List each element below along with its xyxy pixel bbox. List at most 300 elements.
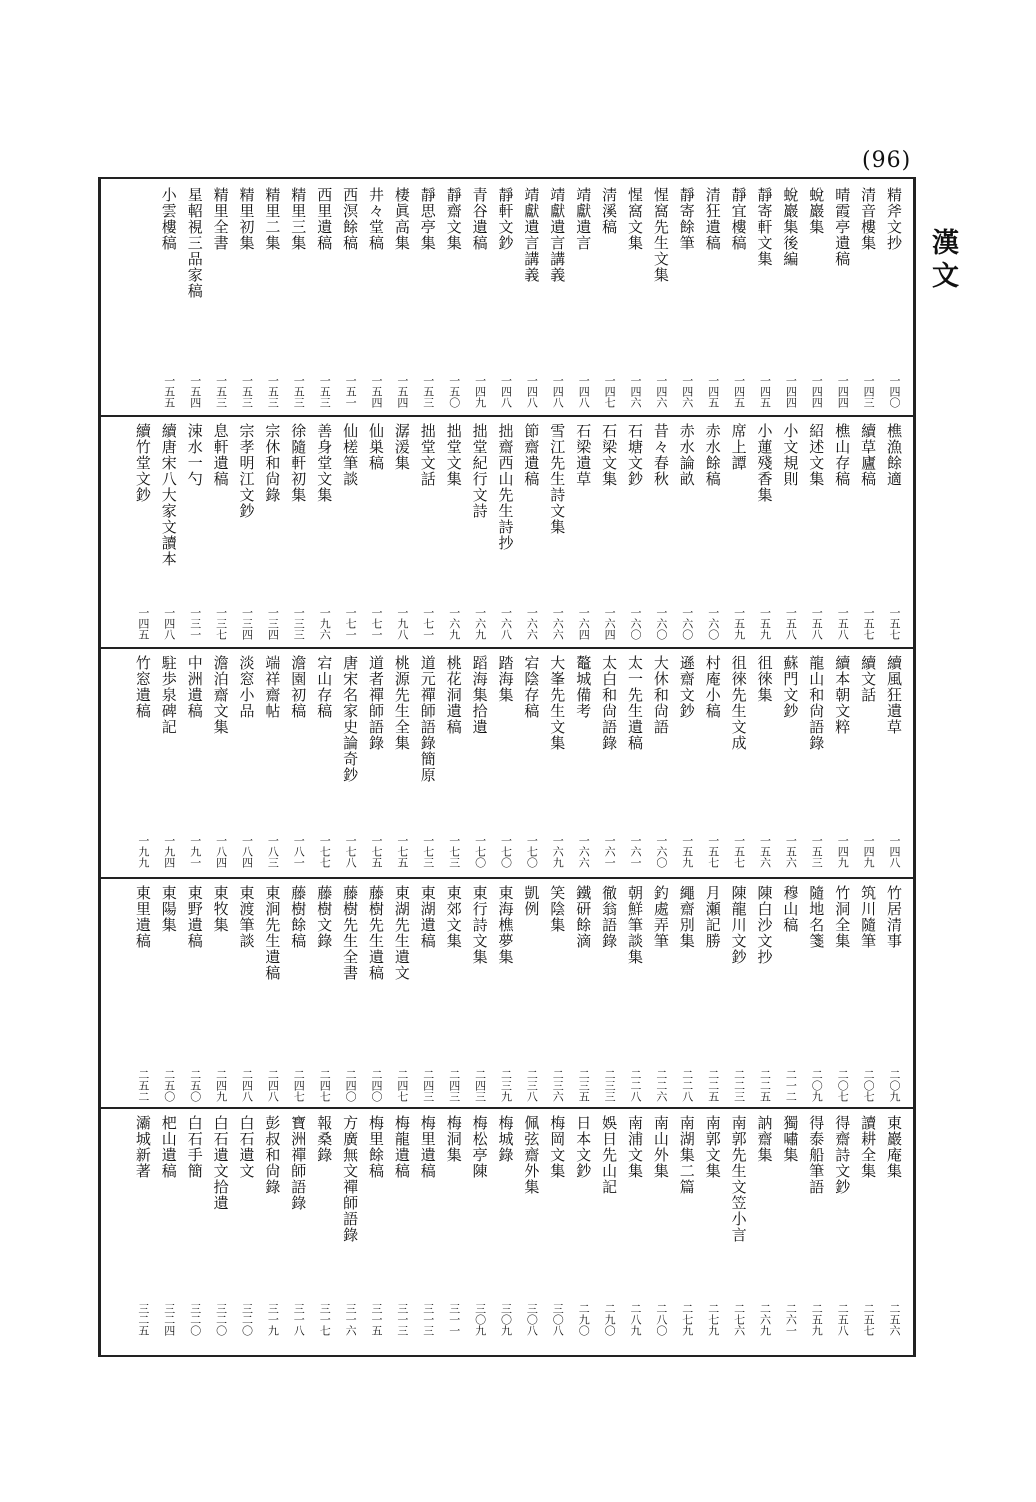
entry-title: 陳白沙文抄 [755, 885, 774, 965]
index-entry [726, 179, 752, 415]
entry-page-number: 一四〇 [888, 375, 901, 408]
entry-page-number: 一五六 [784, 835, 798, 868]
entry-page-number: 一五六 [758, 835, 772, 868]
entry-page-number: 一六九 [447, 607, 461, 640]
index-entry [518, 877, 544, 1107]
index-entry [441, 415, 467, 647]
index-entry [389, 647, 415, 877]
entry-page-number: 三一六 [344, 1303, 358, 1336]
entry-title: 駐歩泉碑記 [159, 655, 178, 735]
entry-page-number: 一三一 [188, 607, 202, 640]
index-entry [700, 415, 726, 647]
index-entry [596, 877, 622, 1107]
entry-title: 赤水論畝 [677, 423, 696, 487]
index-entry [881, 647, 907, 877]
entry-title: 蘇門文鈔 [781, 655, 800, 719]
entry-title: 徐隨軒初集 [289, 423, 308, 503]
entry-title: 雪江先生詩文集 [548, 423, 567, 535]
entry-page-number: 一三七 [214, 607, 228, 640]
entry-page-number: 一七八 [344, 835, 358, 868]
entry-page-number: 一六六 [525, 607, 539, 640]
index-entry [544, 647, 570, 877]
entry-title: 昔々春秋 [651, 423, 670, 487]
entry-title: 東巖庵集 [885, 1115, 903, 1179]
entry-page-number: 二二五 [706, 1069, 720, 1102]
entry-page-number: 一八四 [240, 835, 254, 868]
index-entry [700, 179, 726, 415]
entry-page-number: 一七一 [370, 607, 383, 640]
index-entry [415, 415, 441, 647]
index-entry [182, 415, 208, 647]
index-entry [259, 877, 285, 1107]
index-entry [544, 179, 570, 415]
entry-page-number: 二〇七 [862, 1069, 876, 1102]
entry-page-number: 一五三 [810, 835, 824, 868]
entry-page-number: 一五三 [318, 375, 332, 408]
index-entry [777, 647, 803, 877]
entry-title: 竹洞全集 [833, 885, 852, 949]
entry-title: 宗休和尙錄 [263, 423, 282, 503]
entry-page-number: 二七九 [680, 1303, 694, 1336]
entry-page-number: 一四五 [732, 375, 746, 408]
entry-title: 月瀬記勝 [703, 885, 722, 949]
entry-title: 宕陰存稿 [522, 655, 541, 719]
entry-page-number: 一七〇 [473, 835, 487, 868]
entry-page-number: 一八三 [266, 835, 280, 868]
entry-page-number: 一五八 [810, 607, 824, 640]
entry-title: 桃源先生全集 [392, 655, 411, 751]
index-entry [130, 877, 156, 1107]
entry-title: 白石手簡 [185, 1115, 204, 1179]
index-entry [208, 877, 234, 1107]
index-entry [855, 179, 881, 415]
entry-title: 東湖遺稿 [418, 885, 437, 949]
entry-page-number: 二四〇 [370, 1069, 383, 1102]
index-entry [777, 1107, 803, 1355]
entry-title: 遜齋文鈔 [677, 655, 696, 719]
entry-page-number: 一五五 [162, 375, 176, 408]
entry-page-number: 三〇九 [499, 1303, 513, 1336]
entry-page-number: 三一五 [370, 1303, 383, 1336]
index-entry [674, 647, 700, 877]
index-entry [415, 179, 441, 415]
entry-page-number: 一四四 [810, 375, 824, 408]
entry-page-number: 一三三 [292, 607, 306, 640]
entry-page-number: 一四六 [680, 375, 694, 408]
entry-page-number: 一四四 [836, 375, 850, 408]
entry-title: 梅龍遺稿 [392, 1115, 411, 1179]
entry-page-number: 二五九 [810, 1303, 824, 1336]
index-entry [570, 647, 596, 877]
entry-title: 道者禪師語錄 [367, 655, 385, 751]
index-entry [156, 647, 182, 877]
entry-page-number: 一四八 [577, 375, 591, 408]
index-entry [726, 647, 752, 877]
entry-title: 澹園初稿 [289, 655, 308, 719]
index-entry [518, 415, 544, 647]
index-entry [544, 415, 570, 647]
index-entry [648, 415, 674, 647]
entry-title: 笑陰集 [548, 885, 567, 933]
index-entry [674, 179, 700, 415]
entry-title: 朝鮮筆談集 [626, 885, 644, 965]
entry-title: 道元禪師語錄簡原 [418, 655, 437, 783]
index-entry [596, 179, 622, 415]
entry-page-number: 一七〇 [525, 835, 539, 868]
entry-page-number: 一五三 [240, 375, 254, 408]
entry-page-number: 一四九 [862, 835, 876, 868]
index-entry [855, 647, 881, 877]
entry-title: 南郭先生文笠小言 [729, 1115, 748, 1243]
index-entry [829, 415, 855, 647]
entry-page-number: 二四八 [240, 1069, 254, 1102]
entry-title: 赤水餘稿 [703, 423, 722, 487]
entry-page-number: 一四八 [499, 375, 513, 408]
entry-title: 續文話 [859, 655, 878, 703]
index-entry [208, 179, 234, 415]
entry-page-number: 一九一 [188, 835, 202, 868]
index-entry [777, 415, 803, 647]
entry-title: 藤樹餘稿 [289, 885, 308, 949]
index-entry [156, 179, 182, 415]
entry-page-number: 一六〇 [680, 607, 694, 640]
entry-page-number: 三〇八 [525, 1303, 539, 1336]
index-entry [777, 179, 803, 415]
entry-page-number: 二八〇 [654, 1303, 668, 1336]
entry-page-number: 二五二 [136, 1069, 150, 1102]
entry-page-number: 一六四 [603, 607, 617, 640]
entry-page-number: 一三四 [240, 607, 254, 640]
entry-title: 仙巣稿 [367, 423, 385, 471]
entry-title: 筑川隨筆 [859, 885, 878, 949]
entry-title: 涑水一勺 [185, 423, 204, 487]
index-entry [829, 877, 855, 1107]
index-entry [441, 179, 467, 415]
index-entry [622, 179, 648, 415]
entry-page-number: 二五七 [862, 1303, 876, 1336]
entry-title: 釣處弄筆 [651, 885, 670, 949]
index-band [101, 647, 913, 877]
band-divider [101, 877, 913, 879]
index-entry [881, 179, 907, 415]
entry-title: 東陽集 [159, 885, 178, 933]
index-entry [259, 415, 285, 647]
index-entry [726, 877, 752, 1107]
entry-page-number: 一六一 [603, 835, 617, 868]
index-entry [182, 179, 208, 415]
entry-page-number: 一七七 [318, 835, 332, 868]
entry-page-number: 三一三 [421, 1303, 435, 1336]
index-entry [130, 647, 156, 877]
index-entry [337, 647, 363, 877]
entry-title: 鐵研餘滴 [574, 885, 593, 949]
entry-title: 西里遺稿 [315, 187, 334, 251]
index-entry [493, 1107, 519, 1355]
entry-page-number: 一七五 [395, 835, 409, 868]
entry-page-number: 二四三 [421, 1069, 435, 1102]
entry-page-number: 一五九 [758, 607, 772, 640]
index-entry [130, 1107, 156, 1355]
entry-page-number: 三一三 [395, 1303, 409, 1336]
index-entry [259, 647, 285, 877]
entry-title: 紹述文集 [807, 423, 826, 487]
index-band [101, 1107, 913, 1355]
entry-page-number: 三二〇 [240, 1303, 254, 1336]
index-entry [285, 877, 311, 1107]
index-entry [544, 877, 570, 1107]
band-divider [101, 415, 913, 417]
entry-title: 宗孝明江文鈔 [237, 423, 256, 519]
index-entry [752, 877, 778, 1107]
index-entry [234, 647, 260, 877]
entry-title: 佩弦齋外集 [522, 1115, 541, 1195]
entry-title: 續草廬稿 [859, 423, 878, 487]
entry-title: 青谷遺稿 [470, 187, 489, 251]
entry-title: 藤樹先生全書 [341, 885, 360, 981]
entry-page-number: 一八四 [214, 835, 228, 868]
entry-page-number: 二九〇 [577, 1303, 591, 1336]
index-entry [311, 647, 337, 877]
entry-title: 陳龍川文鈔 [729, 885, 748, 965]
entry-title: 隨地名箋 [807, 885, 826, 949]
entry-page-number: 一五九 [680, 835, 694, 868]
index-entry [441, 647, 467, 877]
entry-page-number: 二四七 [292, 1069, 306, 1102]
entry-page-number: 二七六 [732, 1303, 746, 1336]
entry-title: 精里二集 [263, 187, 282, 251]
entry-title: 精里三集 [289, 187, 308, 251]
entry-page-number: 三一八 [292, 1303, 306, 1336]
entry-title: 東涧先生遺稿 [263, 885, 282, 981]
index-entry [363, 647, 389, 877]
entry-title: 寶洲禪師語錄 [289, 1115, 308, 1211]
entry-title: 藤樹先生遺稿 [367, 885, 385, 981]
entry-title: 晴霞亭遺稿 [833, 187, 852, 267]
entry-page-number: 一四五 [136, 607, 150, 640]
entry-page-number: 二一二 [784, 1069, 798, 1102]
index-entry [726, 415, 752, 647]
entry-title: 小蓮殘香集 [755, 423, 774, 503]
index-entry [182, 1107, 208, 1355]
index-entry [803, 179, 829, 415]
entry-title: 東野遺稿 [185, 885, 204, 949]
entry-title: 宕山存稿 [315, 655, 334, 719]
entry-title: 蛻巖集 [807, 187, 826, 235]
entry-page-number: 一五三 [266, 375, 280, 408]
entry-page-number: 二五〇 [188, 1069, 202, 1102]
entry-title: 續本朝文粹 [833, 655, 852, 735]
entry-title: 中洲遺稿 [185, 655, 204, 719]
entry-title: 娛日先山記 [600, 1115, 619, 1195]
entry-page-number: 二五六 [888, 1303, 901, 1336]
entry-page-number: 二八九 [629, 1303, 642, 1336]
index-entry [596, 647, 622, 877]
entry-page-number: 一五七 [862, 607, 876, 640]
entry-title: 拙齋西山先生詩抄 [496, 423, 515, 551]
entry-title: 東行詩文集 [470, 885, 489, 965]
index-entry [363, 179, 389, 415]
entry-title: 石梁遺草 [574, 423, 593, 487]
entry-title: 東渡筆談 [237, 885, 256, 949]
entry-title: 席上譚 [729, 423, 748, 471]
entry-title: 踏海集 [496, 655, 515, 703]
entry-title: 鼇城備考 [574, 655, 593, 719]
entry-title: 澹泊齋文集 [211, 655, 230, 735]
entry-page-number: 一五八 [836, 607, 850, 640]
entry-page-number: 三二五 [136, 1303, 150, 1336]
index-entry [389, 415, 415, 647]
entry-title: 訥齋集 [755, 1115, 774, 1163]
index-entry [881, 415, 907, 647]
entry-page-number: 一四八 [551, 375, 565, 408]
index-entry [311, 415, 337, 647]
index-entry [544, 1107, 570, 1355]
entry-title: 潺湲集 [392, 423, 411, 471]
entry-title: 梅城錄 [496, 1115, 515, 1163]
index-entry [518, 1107, 544, 1355]
entry-page-number: 二三九 [499, 1069, 513, 1102]
entry-title: 梅里遺稿 [418, 1115, 437, 1179]
entry-page-number: 三〇八 [551, 1303, 565, 1336]
index-entry [855, 877, 881, 1107]
entry-page-number: 一七五 [370, 835, 383, 868]
index-entry [700, 1107, 726, 1355]
index-entry [415, 647, 441, 877]
entry-title: 蛻巖集後編 [781, 187, 800, 267]
entry-title: 續唐宋八大家文讀本 [159, 423, 178, 567]
index-entry [752, 415, 778, 647]
index-entry [855, 1107, 881, 1355]
entry-title: 靖獻遺言講義 [548, 187, 567, 283]
entry-title: 精里全書 [211, 187, 230, 251]
entry-page-number: 一六九 [551, 835, 565, 868]
entry-title: 太一先生遺稿 [626, 655, 644, 751]
entry-title: 梅松亭陳 [470, 1115, 489, 1179]
index-entry [622, 647, 648, 877]
entry-page-number: 一八一 [292, 835, 306, 868]
entry-page-number: 二四三 [447, 1069, 461, 1102]
entry-page-number: 一九六 [318, 607, 332, 640]
entry-page-number: 一五四 [395, 375, 409, 408]
index-entry [648, 647, 674, 877]
entry-page-number: 二四七 [395, 1069, 409, 1102]
entry-title: 東里遺稿 [133, 885, 152, 949]
entry-title: 徂徠先生文成 [729, 655, 748, 751]
entry-title: 杷山遺稿 [159, 1115, 178, 1179]
index-entry [337, 877, 363, 1107]
entry-page-number: 二三五 [577, 1069, 591, 1102]
index-entry [752, 179, 778, 415]
entry-page-number: 一四五 [758, 375, 772, 408]
entry-title: 灞城新著 [133, 1115, 152, 1179]
entry-page-number: 三一九 [266, 1303, 280, 1336]
entry-page-number: 二六九 [758, 1303, 772, 1336]
entry-title: 穆山稿 [781, 885, 800, 933]
entry-title: 靜寄軒文集 [755, 187, 774, 267]
entry-page-number: 一六九 [473, 607, 487, 640]
entry-title: 拙堂文話 [418, 423, 437, 487]
entry-title: 端祥齋帖 [263, 655, 282, 719]
entry-title: 續竹堂文鈔 [133, 423, 152, 503]
index-entry [234, 415, 260, 647]
entry-page-number: 二三八 [525, 1069, 539, 1102]
entry-page-number: 二二六 [654, 1069, 668, 1102]
entry-page-number: 一五七 [706, 835, 720, 868]
page-number: (96) [862, 148, 912, 173]
entry-page-number: 一五三 [421, 375, 435, 408]
index-entry [285, 179, 311, 415]
index-entry [803, 647, 829, 877]
entry-page-number: 二九〇 [603, 1303, 617, 1336]
index-entry [311, 1107, 337, 1355]
entry-page-number: 二三三 [603, 1069, 617, 1102]
index-entry [622, 1107, 648, 1355]
index-entry [803, 877, 829, 1107]
entry-title: 井々堂稿 [367, 187, 385, 251]
entry-title: 棲眞高集 [392, 187, 411, 251]
entry-title: 靜宜樓稿 [729, 187, 748, 251]
index-entry [363, 877, 389, 1107]
entry-title: 靜齋文集 [444, 187, 463, 251]
entry-title: 徂徠集 [755, 655, 774, 703]
index-entry [803, 1107, 829, 1355]
entry-page-number: 一五〇 [447, 375, 461, 408]
index-entry [493, 877, 519, 1107]
index-entry [570, 1107, 596, 1355]
index-entry [208, 1107, 234, 1355]
index-entry [415, 1107, 441, 1355]
entry-page-number: 一五九 [732, 607, 746, 640]
index-entry [829, 647, 855, 877]
entry-title: 繩齋別集 [677, 885, 696, 949]
index-entry [311, 179, 337, 415]
entry-page-number: 三二四 [162, 1303, 176, 1336]
index-entry [389, 877, 415, 1107]
index-entry [674, 1107, 700, 1355]
entry-title: 梅洞集 [444, 1115, 463, 1163]
index-entry [337, 1107, 363, 1355]
index-entry [467, 877, 493, 1107]
entry-page-number: 一六〇 [654, 607, 668, 640]
entry-title: 樵漁餘適 [885, 423, 903, 487]
entry-page-number: 一六六 [551, 607, 565, 640]
index-entry [570, 415, 596, 647]
entry-page-number: 二五八 [836, 1303, 850, 1336]
index-entry [182, 877, 208, 1107]
entry-page-number: 一四八 [888, 835, 901, 868]
entry-page-number: 一六〇 [629, 607, 642, 640]
entry-title: 拙堂紀行文詩 [470, 423, 489, 519]
entry-title: 息軒遺稿 [211, 423, 230, 487]
index-entry [311, 877, 337, 1107]
index-entry [493, 647, 519, 877]
entry-page-number: 一九八 [395, 607, 409, 640]
entry-page-number: 二四八 [266, 1069, 280, 1102]
index-table [98, 177, 916, 1357]
entry-page-number: 一四六 [629, 375, 642, 408]
index-entry [156, 1107, 182, 1355]
entry-title: 梅里餘稿 [367, 1115, 385, 1179]
index-entry [234, 179, 260, 415]
entry-title: 日本文鈔 [574, 1115, 593, 1179]
index-entry [467, 415, 493, 647]
index-entry [156, 877, 182, 1107]
entry-title: 白石遺文拾遺 [211, 1115, 230, 1211]
entry-page-number: 三一七 [318, 1303, 332, 1336]
entry-title: 凱例 [522, 885, 541, 917]
index-entry [648, 877, 674, 1107]
entry-page-number: 一七三 [421, 835, 435, 868]
